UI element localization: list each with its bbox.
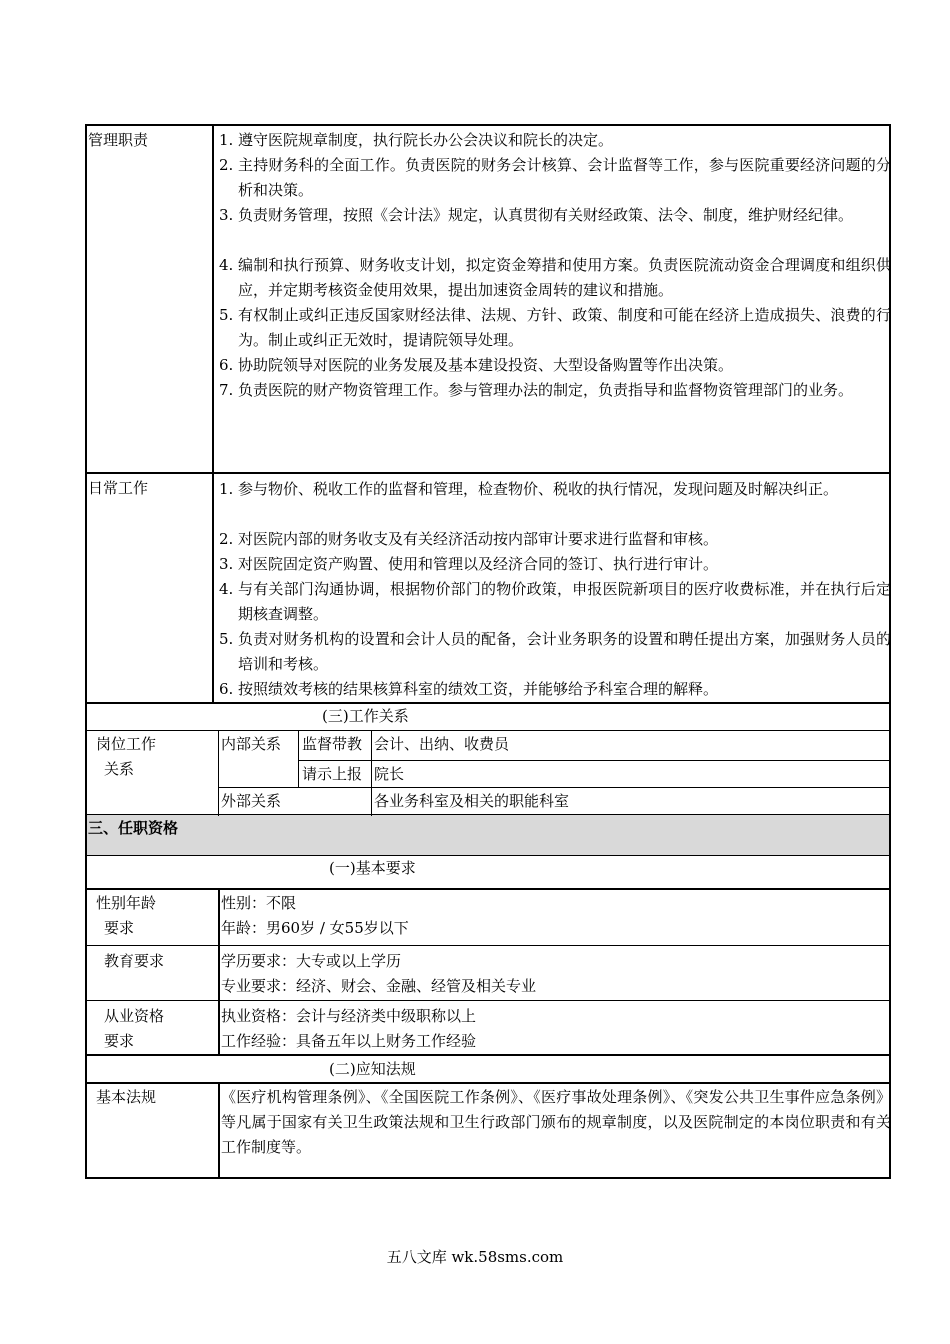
basic-requirements-heading: (一)基本要求 (329, 859, 416, 877)
external-relations-label: 外部关系 (221, 792, 282, 810)
management-label: 管理职责 (88, 131, 149, 149)
internal-relations-label: 内部关系 (221, 735, 282, 753)
laws-text: 《医疗机构管理条例》、《全国医院工作条例》、《医疗事故处理条例》、《突发公共卫生事件应急条例》等凡属于国家有关卫生政策法规和卫生行政部门颁布的规章制度，以及医院制定的本岗位职责和有关工作制度等。 (221, 1088, 891, 1156)
management-item: 2. 主持财务科的全面工作。负责医院的财务会计核算、会计监督等工作，参与医院重要经济问题的分析和决策。 (219, 156, 891, 199)
relations-heading: (三)工作关系 (322, 707, 409, 725)
laws-label: 基本法规 (96, 1088, 157, 1106)
management-item: 5. 有权制止或纠正违反国家财经法律、法规、方针、政策、制度和可能在经济上造成损失、浪费的行为。制止或纠正无效时，提请院领导处理。 (219, 306, 891, 349)
management-item: 4. 编制和执行预算、财务收支计划，拟定资金筹措和使用方案。负责医院流动资金合理调度和组织供应，并定期考核资金使用效果，提出加速资金周转的建议和措施。 (219, 256, 891, 299)
daily-item: 2. 对医院内部的财务收支及有关经济活动按内部审计要求进行监督和审核。 (219, 530, 719, 548)
education-value-2: 专业要求：经济、财会、金融、经管及相关专业 (221, 977, 537, 995)
management-item: 7. 负责医院的财产物资管理工作。参与管理办法的制定，负责指导和监督物资管理部门的业务。 (219, 381, 854, 399)
management-item: 3. 负责财务管理，按照《会计法》规定，认真贯彻有关财经政策、法令、制度，维护财经纪律。 (219, 206, 854, 224)
relations-label-line1: 岗位工作 (96, 735, 157, 753)
supervise-value: 会计、出纳、收费员 (374, 735, 510, 753)
qualification-label-line1: 从业资格 (104, 1007, 165, 1025)
daily-item: 1. 参与物价、税收工作的监督和管理，检查物价、税收的执行情况，发现问题及时解决纠正。 (219, 480, 839, 498)
report-value: 院长 (374, 765, 405, 783)
section-title: 三、任职资格 (88, 819, 179, 837)
daily-item: 5. 负责对财务机构的设置和会计人员的配备，会计业务职务的设置和聘任提出方案，加强财务人员的培训和考核。 (219, 630, 891, 673)
education-label: 教育要求 (104, 952, 165, 970)
education-value-1: 学历要求：大专或以上学历 (221, 952, 402, 970)
gender-age-label-line1: 性别年龄 (96, 894, 157, 912)
gender-value: 性别：不限 (221, 894, 297, 912)
external-relations-value: 各业务科室及相关的职能科室 (374, 792, 570, 810)
gender-age-label-line2: 要求 (104, 919, 135, 937)
section-band (87, 815, 891, 855)
laws-heading: (二)应知法规 (329, 1060, 416, 1078)
qualification-value-1: 执业资格：会计与经济类中级职称以上 (221, 1007, 477, 1025)
footer-watermark: 五八文库 wk.58sms.com (386, 1248, 564, 1266)
relations-label-line2: 关系 (104, 760, 135, 778)
daily-item: 4. 与有关部门沟通协调，根据物价部门的物价政策，申报医院新项目的医疗收费标准，并在执行后定期核查调整。 (219, 580, 891, 623)
daily-label: 日常工作 (88, 479, 149, 497)
management-item: 1. 遵守医院规章制度，执行院长办公会决议和院长的决定。 (219, 131, 614, 149)
report-label: 请示上报 (302, 765, 363, 783)
qualification-label-line2: 要求 (104, 1032, 135, 1050)
qualification-value-2: 工作经验：具备五年以上财务工作经验 (221, 1032, 477, 1050)
age-value: 年龄：男60岁 / 女55岁以下 (221, 919, 409, 937)
supervise-label: 监督带教 (302, 735, 363, 753)
daily-item: 3. 对医院固定资产购置、使用和管理以及经济合同的签订、执行进行审计。 (219, 555, 719, 573)
management-item: 6. 协助院领导对医院的业务发展及基本建设投资、大型设备购置等作出决策。 (219, 356, 734, 374)
daily-item: 6. 按照绩效考核的结果核算科室的绩效工资，并能够给予科室合理的解释。 (219, 680, 719, 698)
